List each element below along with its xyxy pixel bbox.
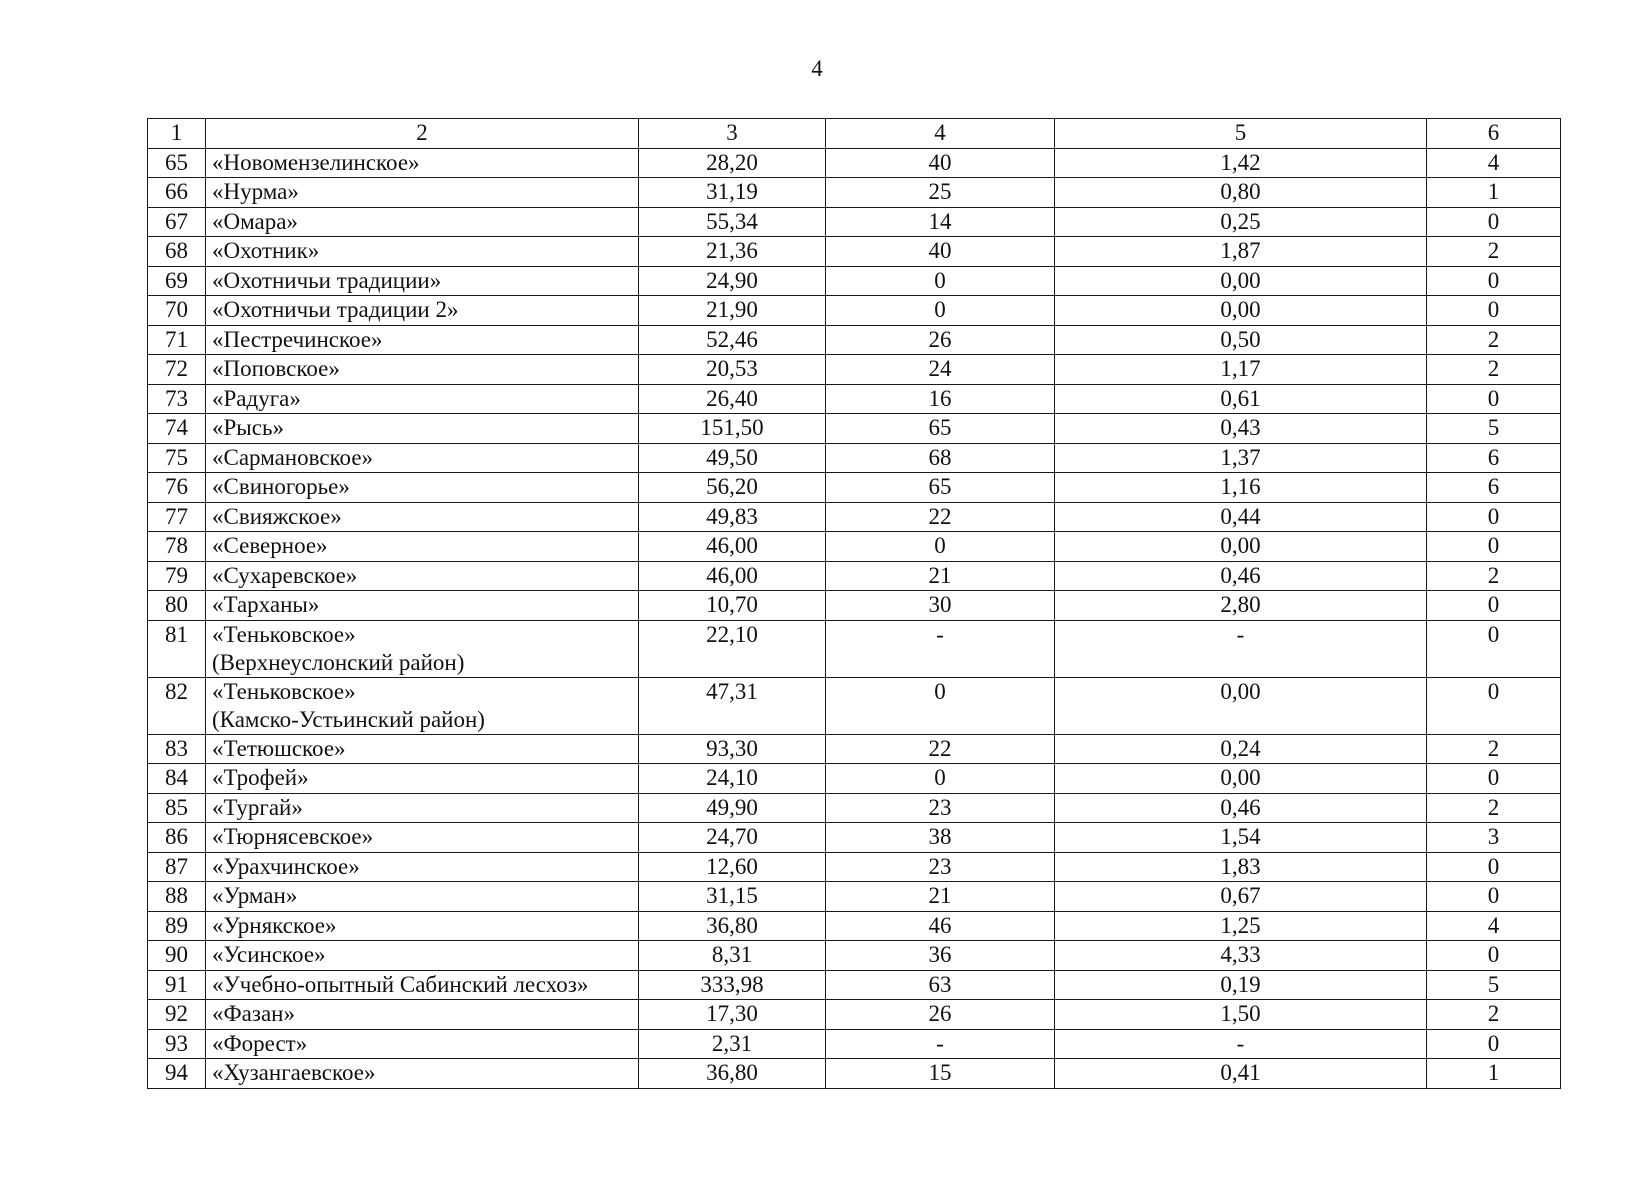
- name-line: «Тургай»: [212, 794, 303, 820]
- name-line: «Фазан»: [212, 1001, 295, 1026]
- col6-cell: 4: [1427, 148, 1561, 178]
- col6-cell: 2: [1427, 237, 1561, 267]
- name-line: «Урнякское»: [212, 912, 337, 938]
- col5-cell: 1,83: [1055, 852, 1427, 882]
- name-line: «Урахчинское»: [212, 853, 360, 879]
- col4-cell: 21: [826, 561, 1055, 591]
- table-header: [148, 119, 1561, 149]
- header-cell-4: 4: [826, 119, 1055, 149]
- col4-cell: 22: [826, 502, 1055, 532]
- name-cell: [206, 296, 639, 326]
- col3-cell: 56,20: [639, 473, 826, 503]
- col3-cell: 24,90: [639, 266, 826, 296]
- col6-cell: 2: [1427, 355, 1561, 385]
- col6-cell: 1: [1427, 178, 1561, 208]
- col3-cell: 55,34: [639, 207, 826, 237]
- col6-cell: 0: [1427, 852, 1561, 882]
- name-line: «Охотничьи традиции 2»: [212, 297, 459, 322]
- table-row: [148, 561, 1561, 591]
- col3-cell: 333,98: [639, 970, 826, 1000]
- table-row: [148, 178, 1561, 208]
- row-number-cell: 78: [148, 532, 206, 562]
- col3-cell: 36,80: [639, 911, 826, 941]
- name-cell: [206, 911, 639, 941]
- col6-cell: 2: [1427, 561, 1561, 591]
- table-row: [148, 296, 1561, 326]
- col3-cell: 28,20: [639, 148, 826, 178]
- col4-cell: 0: [826, 764, 1055, 794]
- col4-cell: 16: [826, 384, 1055, 414]
- name-cell: [206, 1000, 639, 1030]
- col4-cell: 24: [826, 355, 1055, 385]
- name-cell: [206, 941, 639, 971]
- col5-cell: 1,50: [1055, 1000, 1427, 1030]
- col6-cell: 0: [1427, 882, 1561, 912]
- name-line: «Сармановское»: [212, 444, 374, 470]
- data-table: [147, 118, 1561, 1089]
- col4-cell: 21: [826, 882, 1055, 912]
- name-cell: [206, 207, 639, 237]
- table-row: [148, 941, 1561, 971]
- name-cell: [206, 882, 639, 912]
- name-cell: [206, 823, 639, 853]
- col5-cell: 1,87: [1055, 237, 1427, 267]
- col4-cell: 23: [826, 852, 1055, 882]
- row-number-cell: 84: [148, 764, 206, 794]
- name-cell: [206, 793, 639, 823]
- header-cell-6: 6: [1427, 119, 1561, 149]
- name-cell: [206, 677, 639, 734]
- col5-cell: 0,46: [1055, 561, 1427, 591]
- table-row: [148, 1029, 1561, 1059]
- table-row: [148, 502, 1561, 532]
- name-line: «Свиногорье»: [212, 474, 350, 499]
- name-line: «Тюрнясевское»: [212, 824, 374, 849]
- header-cell-5: 5: [1055, 119, 1427, 149]
- row-number-cell: 85: [148, 793, 206, 823]
- table-row: [148, 443, 1561, 473]
- col3-cell: 20,53: [639, 355, 826, 385]
- name-cell: [206, 591, 639, 621]
- col3-cell: 49,83: [639, 502, 826, 532]
- row-number-cell: 75: [148, 443, 206, 473]
- col4-cell: 65: [826, 473, 1055, 503]
- col3-cell: 31,19: [639, 178, 826, 208]
- name-line: «Теньковское»: [212, 678, 356, 704]
- col4-cell: 0: [826, 266, 1055, 296]
- col5-cell: 0,67: [1055, 882, 1427, 912]
- table-row: [148, 384, 1561, 414]
- col4-cell: 40: [826, 148, 1055, 178]
- col6-cell: 2: [1427, 734, 1561, 764]
- page-number: 4: [811, 56, 823, 81]
- name-line: «Охотничьи традиции»: [212, 267, 442, 293]
- col4-cell: 65: [826, 414, 1055, 444]
- header-cell-2: 2: [206, 119, 639, 149]
- name-line: «Пестречинское»: [212, 326, 383, 352]
- col6-cell: 0: [1427, 620, 1561, 677]
- col4-cell: 63: [826, 970, 1055, 1000]
- name-line: «Сухаревское»: [212, 562, 358, 588]
- col5-cell: 0,50: [1055, 325, 1427, 355]
- col6-cell: 0: [1427, 677, 1561, 734]
- col4-cell: 0: [826, 677, 1055, 734]
- col3-cell: 151,50: [639, 414, 826, 444]
- col6-cell: 2: [1427, 325, 1561, 355]
- table-row: [148, 237, 1561, 267]
- name-cell: [206, 852, 639, 882]
- name-line: (Верхнеуслонский район): [212, 649, 465, 675]
- name-line: «Учебно-опытный Сабинский лесхоз»: [212, 971, 589, 997]
- row-number-cell: 89: [148, 911, 206, 941]
- col6-cell: 0: [1427, 591, 1561, 621]
- table-row: [148, 207, 1561, 237]
- col5-cell: 0,19: [1055, 970, 1427, 1000]
- table-row: [148, 473, 1561, 503]
- row-number-cell: 79: [148, 561, 206, 591]
- name-cell: [206, 561, 639, 591]
- col3-cell: 21,36: [639, 237, 826, 267]
- col3-cell: 49,90: [639, 793, 826, 823]
- name-cell: [206, 325, 639, 355]
- col4-cell: 38: [826, 823, 1055, 853]
- col4-cell: 30: [826, 591, 1055, 621]
- header-cell-3: 3: [639, 119, 826, 149]
- name-cell: [206, 620, 639, 677]
- col5-cell: -: [1055, 620, 1427, 677]
- col3-cell: 24,10: [639, 764, 826, 794]
- row-number-cell: 94: [148, 1059, 206, 1089]
- name-cell: [206, 502, 639, 532]
- row-number-cell: 92: [148, 1000, 206, 1030]
- col3-cell: 31,15: [639, 882, 826, 912]
- name-line: «Форест»: [212, 1030, 308, 1056]
- row-number-cell: 90: [148, 941, 206, 971]
- name-cell: [206, 148, 639, 178]
- name-line: «Поповское»: [212, 356, 340, 381]
- row-number-cell: 87: [148, 852, 206, 882]
- row-number-cell: 74: [148, 414, 206, 444]
- col6-cell: 0: [1427, 384, 1561, 414]
- col6-cell: 6: [1427, 473, 1561, 503]
- table-row: [148, 1000, 1561, 1030]
- col4-cell: -: [826, 1029, 1055, 1059]
- col4-cell: 22: [826, 734, 1055, 764]
- col5-cell: 0,43: [1055, 414, 1427, 444]
- col5-cell: 0,00: [1055, 764, 1427, 794]
- table-row: [148, 970, 1561, 1000]
- col6-cell: 0: [1427, 266, 1561, 296]
- name-cell: [206, 414, 639, 444]
- table-row: [148, 620, 1561, 677]
- col6-cell: 4: [1427, 911, 1561, 941]
- name-line: «Новомензелинское»: [212, 149, 420, 175]
- col4-cell: 15: [826, 1059, 1055, 1089]
- col6-cell: 0: [1427, 532, 1561, 562]
- name-line: «Нурма»: [212, 179, 299, 204]
- row-number-cell: 80: [148, 591, 206, 621]
- col6-cell: 0: [1427, 502, 1561, 532]
- table-row: [148, 355, 1561, 385]
- col6-cell: 2: [1427, 1000, 1561, 1030]
- name-cell: [206, 764, 639, 794]
- col5-cell: 4,33: [1055, 941, 1427, 971]
- table-row: [148, 414, 1561, 444]
- col5-cell: 1,17: [1055, 355, 1427, 385]
- col6-cell: 0: [1427, 764, 1561, 794]
- row-number-cell: 71: [148, 325, 206, 355]
- col5-cell: 0,25: [1055, 207, 1427, 237]
- col5-cell: 1,25: [1055, 911, 1427, 941]
- table-row: [148, 823, 1561, 853]
- col6-cell: 0: [1427, 941, 1561, 971]
- col6-cell: 2: [1427, 793, 1561, 823]
- row-number-cell: 83: [148, 734, 206, 764]
- table-row: [148, 591, 1561, 621]
- name-cell: [206, 266, 639, 296]
- col3-cell: 2,31: [639, 1029, 826, 1059]
- col5-cell: -: [1055, 1029, 1427, 1059]
- col3-cell: 93,30: [639, 734, 826, 764]
- name-line: «Тетюшское»: [212, 735, 346, 761]
- name-line: «Усинское»: [212, 942, 326, 967]
- row-number-cell: 68: [148, 237, 206, 267]
- table-row: [148, 1059, 1561, 1089]
- row-number-cell: 81: [148, 620, 206, 677]
- name-cell: [206, 443, 639, 473]
- row-number-cell: 73: [148, 384, 206, 414]
- col4-cell: 26: [826, 1000, 1055, 1030]
- row-number-cell: 77: [148, 502, 206, 532]
- row-number-cell: 65: [148, 148, 206, 178]
- col5-cell: 0,00: [1055, 532, 1427, 562]
- col5-cell: 0,41: [1055, 1059, 1427, 1089]
- col4-cell: 0: [826, 296, 1055, 326]
- row-number-cell: 69: [148, 266, 206, 296]
- name-line: «Теньковское»: [212, 621, 356, 647]
- col5-cell: 0,80: [1055, 178, 1427, 208]
- col5-cell: 0,00: [1055, 677, 1427, 734]
- col3-cell: 10,70: [639, 591, 826, 621]
- col6-cell: 3: [1427, 823, 1561, 853]
- row-number-cell: 91: [148, 970, 206, 1000]
- col5-cell: 0,00: [1055, 266, 1427, 296]
- name-cell: [206, 178, 639, 208]
- col6-cell: 0: [1427, 1029, 1561, 1059]
- table-row: [148, 764, 1561, 794]
- name-line: «Рысь»: [212, 415, 284, 440]
- table-row: [148, 532, 1561, 562]
- col5-cell: 0,44: [1055, 502, 1427, 532]
- col4-cell: -: [826, 620, 1055, 677]
- table-row: [148, 677, 1561, 734]
- header-row: [148, 119, 1561, 149]
- table-body: [148, 148, 1561, 1088]
- row-number-cell: 76: [148, 473, 206, 503]
- name-line: «Северное»: [212, 533, 328, 558]
- name-line: «Урман»: [212, 883, 298, 908]
- name-cell: [206, 473, 639, 503]
- col4-cell: 14: [826, 207, 1055, 237]
- name-line: «Трофей»: [212, 765, 309, 790]
- name-cell: [206, 970, 639, 1000]
- row-number-cell: 66: [148, 178, 206, 208]
- col4-cell: 23: [826, 793, 1055, 823]
- row-number-cell: 82: [148, 677, 206, 734]
- col4-cell: 36: [826, 941, 1055, 971]
- table-row: [148, 882, 1561, 912]
- table-row: [148, 148, 1561, 178]
- name-cell: [206, 384, 639, 414]
- name-cell: [206, 1059, 639, 1089]
- col3-cell: 47,31: [639, 677, 826, 734]
- col3-cell: 8,31: [639, 941, 826, 971]
- col4-cell: 0: [826, 532, 1055, 562]
- col6-cell: 1: [1427, 1059, 1561, 1089]
- name-line: «Свияжское»: [212, 503, 342, 529]
- col3-cell: 49,50: [639, 443, 826, 473]
- table-row: [148, 911, 1561, 941]
- col5-cell: 0,46: [1055, 793, 1427, 823]
- table-row: [148, 793, 1561, 823]
- col5-cell: 1,42: [1055, 148, 1427, 178]
- col3-cell: 46,00: [639, 532, 826, 562]
- table-row: [148, 852, 1561, 882]
- col5-cell: 1,37: [1055, 443, 1427, 473]
- row-number-cell: 70: [148, 296, 206, 326]
- col3-cell: 46,00: [639, 561, 826, 591]
- header-cell-1: 1: [148, 119, 206, 149]
- col3-cell: 24,70: [639, 823, 826, 853]
- col4-cell: 46: [826, 911, 1055, 941]
- col5-cell: 0,24: [1055, 734, 1427, 764]
- row-number-cell: 67: [148, 207, 206, 237]
- name-cell: [206, 355, 639, 385]
- col3-cell: 22,10: [639, 620, 826, 677]
- name-line: «Радуга»: [212, 385, 301, 411]
- name-line: «Тарханы»: [212, 592, 320, 617]
- col4-cell: 25: [826, 178, 1055, 208]
- col6-cell: 6: [1427, 443, 1561, 473]
- col3-cell: 26,40: [639, 384, 826, 414]
- col4-cell: 68: [826, 443, 1055, 473]
- col3-cell: 12,60: [639, 852, 826, 882]
- row-number-cell: 93: [148, 1029, 206, 1059]
- col6-cell: 5: [1427, 414, 1561, 444]
- table-row: [148, 325, 1561, 355]
- row-number-cell: 86: [148, 823, 206, 853]
- name-cell: [206, 532, 639, 562]
- col5-cell: 0,61: [1055, 384, 1427, 414]
- table-row: [148, 266, 1561, 296]
- name-cell: [206, 734, 639, 764]
- row-number-cell: 72: [148, 355, 206, 385]
- row-number-cell: 88: [148, 882, 206, 912]
- col6-cell: 0: [1427, 207, 1561, 237]
- col4-cell: 26: [826, 325, 1055, 355]
- col6-cell: 0: [1427, 296, 1561, 326]
- table-row: [148, 734, 1561, 764]
- name-line: «Охотник»: [212, 238, 320, 263]
- name-line: (Камско-Устьинский район): [212, 706, 485, 732]
- col5-cell: 0,00: [1055, 296, 1427, 326]
- col3-cell: 21,90: [639, 296, 826, 326]
- col3-cell: 17,30: [639, 1000, 826, 1030]
- name-line: «Хузангаевское»: [212, 1060, 376, 1085]
- name-cell: [206, 1029, 639, 1059]
- col3-cell: 36,80: [639, 1059, 826, 1089]
- col5-cell: 1,16: [1055, 473, 1427, 503]
- name-line: «Омара»: [212, 208, 298, 234]
- name-cell: [206, 237, 639, 267]
- col4-cell: 40: [826, 237, 1055, 267]
- col5-cell: 1,54: [1055, 823, 1427, 853]
- col5-cell: 2,80: [1055, 591, 1427, 621]
- col3-cell: 52,46: [639, 325, 826, 355]
- col6-cell: 5: [1427, 970, 1561, 1000]
